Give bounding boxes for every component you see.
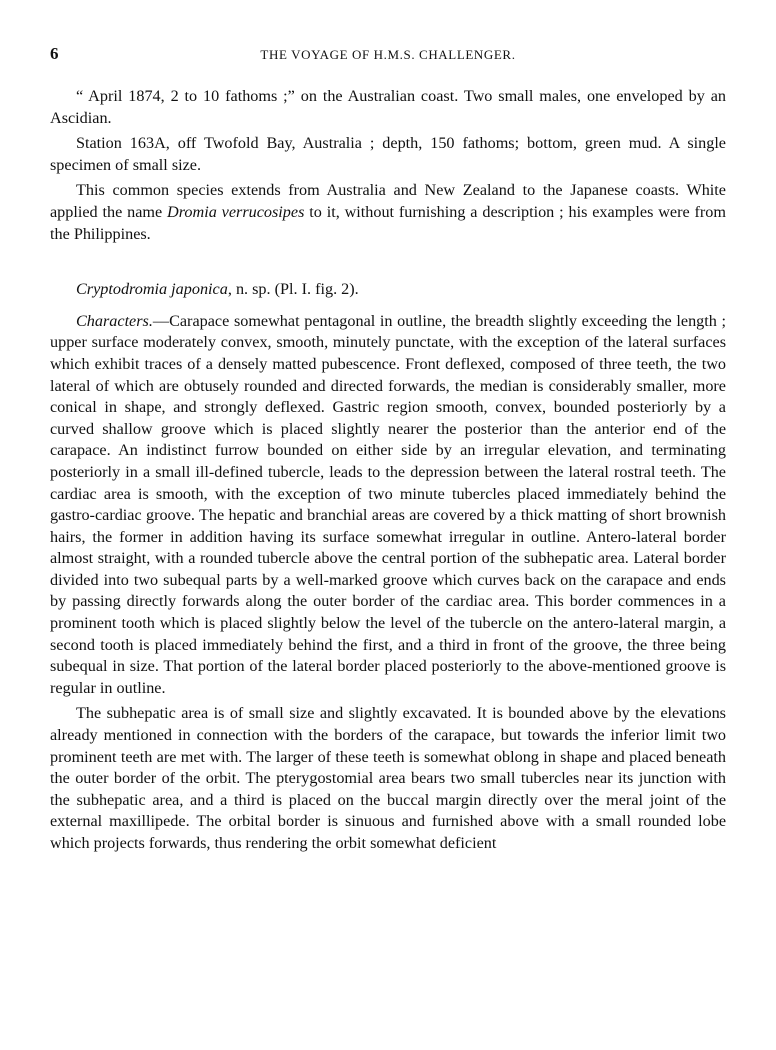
paragraph-distribution xyxy=(50,180,726,245)
distribution-text-end: to it, without furnishing a description ; his examples were from the Philippines. xyxy=(50,202,726,243)
page-number: 6 xyxy=(50,44,59,63)
running-title: THE VOYAGE OF H.M.S. CHALLENGER. xyxy=(260,47,516,62)
distribution-text-start: This common species extends from Australia and New Zealand to the Japanese coasts. White applied the name xyxy=(50,181,726,221)
characters-text: —Carapace somewhat pentagonal in outline, the breadth slightly exceeding the length ; upper surface moderately convex, smooth, minutely punctate, with the exception of the lateral surfaces which exhibit traces of a densely matted pubescence. Front deflexed, composed of three teeth, the two lateral of which are obtusely rounded and directed forwards, the median is considerably smaller, more conical in shape, and strongly deflexed. Gastric region smooth, convex, bounded posteriorly by a curved shallow groove which is placed slightly nearer the posterior than the anterior end of the carapace. An indistinct furrow bounded on either side by an irregular elevation, and terminating posteriorly in a small ill-defined tubercle, leads to the depression between the lateral rostral teeth. The cardiac area is smooth, with the exception of two minute tubercles placed immediately behind the gastro-cardiac groove. The hepatic and branchial areas are covered by a thick matting of short brownish hairs, the former in addition having its surface somewhat irregular in outline. Antero-lateral border almost straight, with a rounded tubercle above the central portion of the subhepatic area. Lateral border divided into two subequal parts by a well-marked groove which curves back on the carapace and ends by passing directly forwards along the outer border of the cardiac area. This border commences in a prominent tooth which is placed slightly below the level of the tubercle on the antero-lateral margin, a second tooth is placed immediately behind the first, and a third in front of the groove, the three being subequal in size. That portion of the lateral border placed posteriorly to the above-mentioned groove is regular in outline. xyxy=(50,311,726,697)
page-body xyxy=(50,86,726,858)
species-name: Cryptodromia japonica xyxy=(76,280,228,299)
distribution-species-name: Dromia verrucosipes xyxy=(167,202,305,221)
paragraph-characters xyxy=(50,311,726,700)
paragraph-collection-note: “ April 1874, 2 to 10 fathoms ;” on the Australian coast. Two small males, one enveloped by an Ascidian. xyxy=(50,87,726,127)
paragraph-station: Station 163A, off Twofold Bay, Australia ; depth, 150 fathoms; bottom, green mud. A single specimen of small size. xyxy=(50,134,726,174)
page-header xyxy=(50,44,726,68)
characters-label: Characters. xyxy=(76,311,153,330)
species-reference: , n. sp. (Pl. I. fig. 2). xyxy=(227,280,359,299)
species-heading xyxy=(50,279,726,301)
paragraph-subhepatic: The subhepatic area is of small size and slightly excavated. It is bounded above by the elevations already mentioned in connection with the borders of the carapace, but towards the inferior limit two prominent teeth are met with. The larger of these teeth is somewhat oblong in shape and placed beneath the outer border of the orbit. The pterygostomial area bears two small tubercles near its junction with the subhepatic area, and a third is placed on the buccal margin directly over the meral joint of the external maxillipede. The orbital border is sinuous and furnished above with a small rounded lobe which projects forwards, thus rendering the orbit somewhat deficient xyxy=(50,704,726,852)
